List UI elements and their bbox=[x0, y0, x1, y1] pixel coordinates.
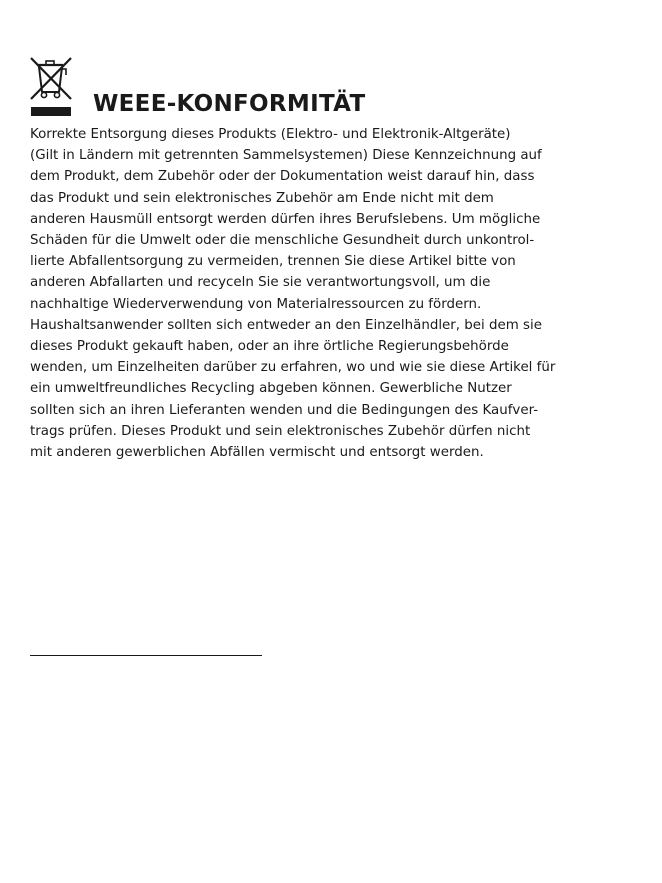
paragraph-line: mit anderen gewerblichen Abfällen vermischt und entsorgt werden. bbox=[30, 445, 484, 461]
paragraph-line: das Produkt und sein elektronisches Zubehör am Ende nicht mit dem bbox=[30, 190, 494, 206]
paragraph-line: Schäden für die Umwelt oder die menschliche Gesundheit durch unkontrol- bbox=[30, 233, 535, 249]
paragraph-line: dieses Produkt gekauft haben, oder an ihre örtliche Regierungsbehörde bbox=[30, 339, 509, 355]
paragraph-line: wenden, um Einzelheiten darüber zu erfahren, wo und wie sie diese Artikel für bbox=[30, 360, 556, 376]
paragraph-line: Haushaltsanwender sollten sich entweder an den Einzelhändler, bei dem sie bbox=[30, 317, 542, 333]
paragraph-line: lierte Abfallentsorgung zu vermeiden, trennen Sie diese Artikel bitte von bbox=[30, 254, 516, 270]
section-title: WEEE-KONFORMITÄT bbox=[93, 91, 366, 117]
paragraph-line: ein umweltfreundliches Recycling abgeben können. Gewerbliche Nutzer bbox=[30, 381, 512, 397]
body-paragraph bbox=[30, 124, 555, 463]
paragraph-line: Korrekte Entsorgung dieses Produkts (Elektro- und Elektronik-Altgeräte) bbox=[30, 127, 511, 142]
paragraph-line: anderen Hausmüll entsorgt werden dürfen ihres Berufslebens. Um mögliche bbox=[30, 211, 541, 227]
paragraph-line: sollten sich an ihren Lieferanten wenden und die Bedingungen des Kaufver- bbox=[30, 402, 539, 418]
paragraph-line: anderen Abfallarten und recyceln Sie sie verantwortungsvoll, um die bbox=[30, 275, 491, 291]
paragraph-line: (Gilt in Ländern mit getrennten Sammelsystemen) Diese Kennzeichnung auf bbox=[30, 148, 542, 164]
paragraph-line: nachhaltige Wiederverwendung von Materialressourcen zu fördern. bbox=[30, 296, 482, 312]
footnote-divider bbox=[30, 655, 262, 656]
crossed-out-wheelie-bin-icon bbox=[26, 55, 76, 119]
paragraph-line: dem Produkt, dem Zubehör oder der Dokumentation weist darauf hin, dass bbox=[30, 169, 535, 185]
paragraph-line: trags prüfen. Dieses Produkt und sein elektronisches Zubehör dürfen nicht bbox=[30, 423, 531, 439]
